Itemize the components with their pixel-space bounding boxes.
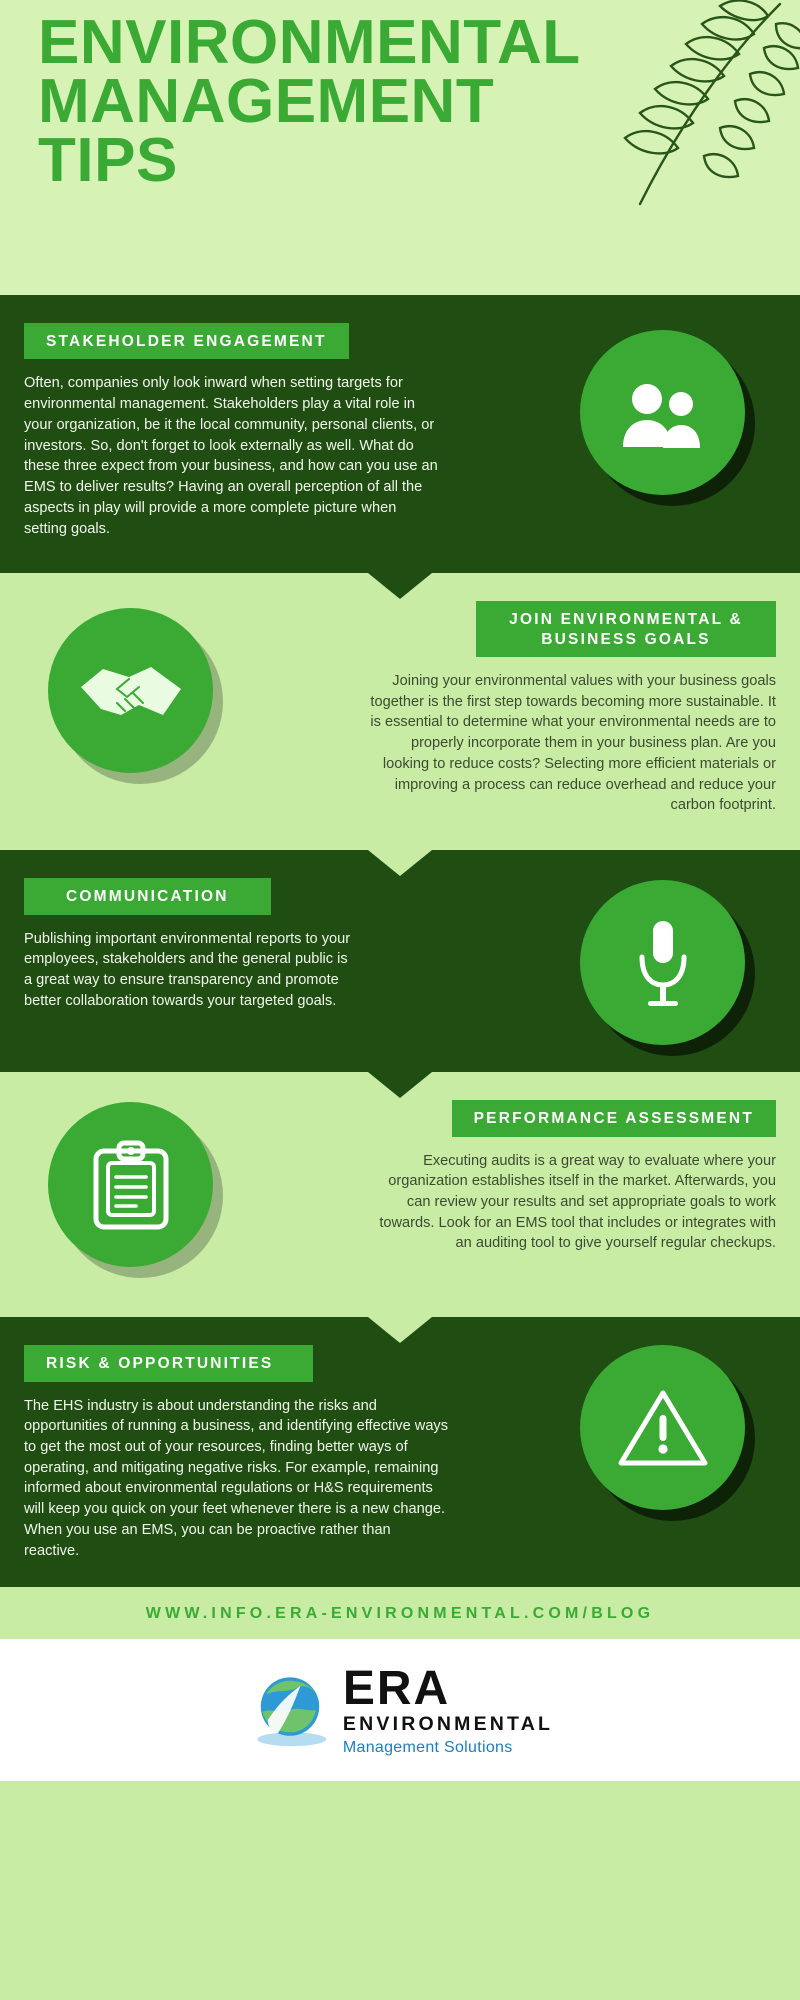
- section-arrow-notch: [368, 850, 432, 876]
- blog-url-bar[interactable]: [0, 1587, 800, 1639]
- microphone-icon: [580, 880, 745, 1045]
- people-icon: [580, 330, 745, 495]
- footer-logo: [0, 1639, 800, 1781]
- section-text-stakeholder-engagement: Often, companies only look inward when setting targets for environmental management. Stakeholders play a vital role in your organization, be it the local community, personal clients, or investors. So, don't forget to look externally as well. What do these three expect from your business, and how can you use an EMS to deliver results? Having an overall perception of all the aspects in play will provide a more complete picture when setting goals.: [24, 375, 438, 537]
- section-label-communication: COMMUNICATION: [24, 878, 271, 914]
- section-arrow-notch: [368, 1317, 432, 1343]
- section-label-risk-opportunities: RISK & OPPORTUNITIES: [24, 1345, 313, 1381]
- logo-tagline: Management Solutions: [342, 1738, 513, 1756]
- logo-subtitle: ENVIRONMENTAL: [342, 1713, 554, 1736]
- page-title: ENVIRONMENTAL MANAGEMENT TIPS: [38, 8, 580, 195]
- section-label-stakeholder-engagement: STAKEHOLDER ENGAGEMENT: [24, 323, 349, 359]
- section-stakeholder-engagement: [0, 295, 800, 573]
- section-text-risk-opportunities: The EHS industry is about understanding the risks and opportunities of running a business, and identifying effective ways to get the most out of your resources, finding better ways of operating, and mitigating negative risks. For example, remaining informed about environmental regulations or H&S requirements will keep you quick on your feet whenever there is a new change. When you use an EMS, you can be proactive rather than reactive.: [24, 1397, 449, 1559]
- section-performance-assessment: [0, 1072, 800, 1317]
- warning-triangle-icon: [580, 1345, 745, 1510]
- section-risk-opportunities: [0, 1317, 800, 1587]
- section-label-join-goals: JOIN ENVIRONMENTAL & BUSINESS GOALS: [476, 601, 776, 657]
- section-arrow-notch: [368, 573, 432, 599]
- era-globe-logo: [247, 1667, 333, 1753]
- section-join-environmental-business-goals: [0, 573, 800, 850]
- clipboard-icon: [48, 1102, 213, 1267]
- blog-url-text[interactable]: WWW.INFO.ERA-ENVIRONMENTAL.COM/BLOG: [145, 1605, 655, 1623]
- section-text-performance-assessment: Executing audits is a great way to evaluate where your organization establishes itself in the market. Afterwards, you can review your results and set appropriate goals to work towards. Look for an EMS tool that includes or integrates with an auditing tool to give yourself regular checkups.: [379, 1152, 776, 1252]
- section-text-join-goals: Joining your environmental values with your business goals together is the first step towards becoming more sustainable. It is essential to determine what your environmental needs are to properly incorporate them in your business plan. Are you looking to reduce costs? Selecting more efficient materials or improving a process can reduce overhead and reduce your carbon footprint.: [370, 673, 776, 814]
- logo-name: ERA: [342, 1662, 451, 1716]
- header: [0, 0, 800, 295]
- section-text-communication: Publishing important environmental reports to your employees, stakeholders and the general public is a great way to ensure transparency and promote better collaboration towards your targeted goals.: [24, 930, 351, 1009]
- handshake-icon: [48, 608, 213, 773]
- section-communication: [0, 850, 800, 1072]
- section-arrow-notch: [368, 1072, 432, 1098]
- section-label-performance-assessment: PERFORMANCE ASSESSMENT: [452, 1100, 776, 1136]
- leaf-branch-icon: [530, 0, 800, 284]
